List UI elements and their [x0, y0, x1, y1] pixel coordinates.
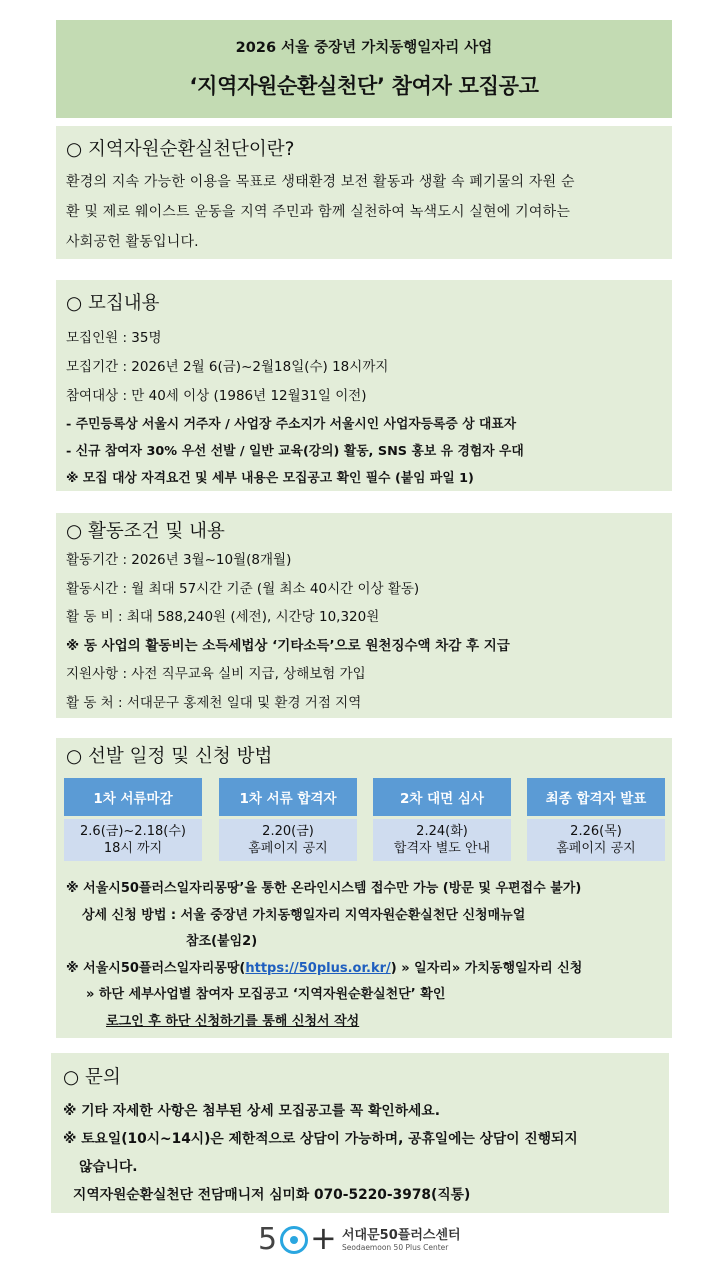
center-logo — [258, 1219, 468, 1262]
schedule-note-site — [66, 956, 666, 983]
step-date: 2.20(금) — [262, 824, 314, 839]
activity-pay: 활 동 비 : 최대 588,240원 (세전), 시간당 10,320원 — [66, 609, 380, 625]
step-date: 2.26(목) — [570, 824, 622, 839]
contact-section — [51, 1053, 669, 1213]
header-subtitle: 2026 서울 중장년 가치동행일자리 사업 — [235, 40, 493, 56]
contact-manager: 지역자원순환실천단 전담매니저 심미화 070-5220-3978(직통) — [73, 1187, 471, 1203]
schedule-section — [56, 738, 672, 1038]
schedule-detail-ref: 참조(붙임2) — [186, 934, 258, 949]
schedule-steps — [64, 778, 668, 864]
recruit-count: 모집인원 : 35명 — [66, 330, 162, 346]
step-date: 2.24(화) — [416, 824, 468, 839]
activity-period: 활동기간 : 2026년 3월~10월(8개월) — [66, 552, 292, 568]
site-note-suffix: ) » 일자리» 가치동행일자리 신청 — [390, 960, 583, 976]
contact-line-1: ※ 기타 자세한 사항은 첨부된 상세 모집공고를 꼭 확인하세요. — [63, 1103, 440, 1119]
step-title: 1차 서류마감 — [64, 778, 202, 816]
logo-name-kr: 서대문50플러스센터 — [342, 1228, 461, 1243]
activity-support: 지원사항 : 사전 직무교육 실비 지급, 상해보험 가입 — [66, 666, 366, 682]
intro-line-3: 사회공헌 활동입니다. — [66, 234, 199, 250]
step-date: 2.6(금)~2.18(수) — [80, 824, 186, 839]
header-title: ‘지역자원순환실천단’ 참여자 모집공고 — [189, 74, 539, 98]
step-desc: 합격자 별도 안내 — [393, 841, 491, 856]
activity-heading: ○ 활동조건 및 내용 — [66, 521, 225, 542]
recruit-condition-1: - 주민등록상 서울시 거주자 / 사업장 주소지가 서울시인 사업자등록증 상 대표자 — [66, 417, 517, 432]
schedule-step-1 — [64, 778, 202, 861]
schedule-step-3 — [373, 778, 511, 861]
contact-line-2: ※ 토요일(10시~14시)은 제한적으로 상담이 가능하며, 공휴일에는 상담이 진행되지 — [63, 1131, 578, 1147]
logo-five: 5 — [258, 1222, 278, 1257]
activity-section — [56, 513, 672, 718]
apply-instruction: 로그인 후 하단 신청하기를 통해 신청서 작성 — [106, 1013, 360, 1029]
recruit-period: 모집기간 : 2026년 2월 6(금)~2월18일(수) 18시까지 — [66, 359, 389, 375]
activity-place: 활 동 처 : 서대문구 홍제천 일대 및 환경 거점 지역 — [66, 694, 362, 711]
step-desc: 18시 까지 — [103, 841, 163, 856]
recruit-condition-2: - 신규 참여자 30% 우선 선발 / 일반 교육(강의) 활동, SNS 홍보 유 경험자 우대 — [66, 444, 524, 459]
activity-hours: 활동시간 : 월 최대 57시간 기준 (월 최소 40시간 이상 활동) — [66, 580, 420, 597]
activity-pay-note: ※ 동 사업의 활동비는 소득세법상 ‘기타소득’으로 원천징수액 차감 후 지급 — [66, 637, 510, 654]
recruit-target: 참여대상 : 만 40세 이상 (1986년 12월31일 이전) — [66, 388, 367, 404]
contact-heading: ○ 문의 — [63, 1067, 121, 1088]
recruit-note: ※ 모집 대상 자격요건 및 세부 내용은 모집공고 확인 필수 (붙임 파일 1) — [66, 471, 474, 486]
contact-line-3: 않습니다. — [79, 1159, 138, 1175]
site-note-prefix: ※ 서울시50플러스일자리몽땅( — [66, 960, 246, 976]
step-title: 1차 서류 합격자 — [219, 778, 357, 816]
intro-line-1: 환경의 지속 가능한 이용을 목표로 생태환경 보전 활동과 생활 속 폐기물의 자원 순 — [66, 174, 575, 190]
intro-line-2: 환 및 제로 웨이스트 운동을 지역 주민과 함께 실천하여 녹색도시 실현에 기여하는 — [66, 204, 571, 220]
step-detail — [64, 819, 202, 861]
logo-plus: + — [310, 1219, 337, 1257]
step-desc: 홈페이지 공지 — [248, 841, 328, 856]
schedule-detail-method: 상세 신청 방법 : 서울 중장년 가치동행일자리 지역자원순환실천단 신청매뉴얼 — [82, 907, 526, 923]
notice-header — [56, 20, 672, 118]
step-detail — [373, 819, 511, 861]
schedule-note-online: ※ 서울시50플러스일자리몽땅’을 통한 온라인시스템 접수만 가능 (방문 및 우편접수 불가) — [66, 881, 582, 896]
schedule-note-check: » 하단 세부사업별 참여자 모집공고 ‘지역자원순환실천단’ 확인 — [86, 987, 446, 1002]
recruit-heading: ○ 모집내용 — [66, 293, 160, 314]
intro-heading: ○ 지역자원순환실천단이란? — [66, 139, 295, 160]
site-link[interactable]: https://50plus.or.kr/ — [245, 960, 391, 976]
schedule-notes — [66, 876, 666, 1035]
logo-name-en: Seodaemoon 50 Plus Center — [342, 1243, 449, 1252]
step-desc: 홈페이지 공지 — [556, 841, 636, 856]
step-title: 최종 합격자 발표 — [527, 778, 665, 816]
step-detail — [219, 819, 357, 861]
step-title: 2차 대면 심사 — [373, 778, 511, 816]
schedule-note-apply — [66, 1009, 666, 1036]
schedule-step-2 — [219, 778, 357, 861]
recruit-section — [56, 280, 672, 491]
intro-section — [56, 126, 672, 259]
schedule-step-4 — [527, 778, 665, 861]
step-detail — [527, 819, 665, 861]
schedule-heading: ○ 선발 일정 및 신청 방법 — [66, 746, 273, 767]
logo-ring-icon — [280, 1226, 308, 1254]
